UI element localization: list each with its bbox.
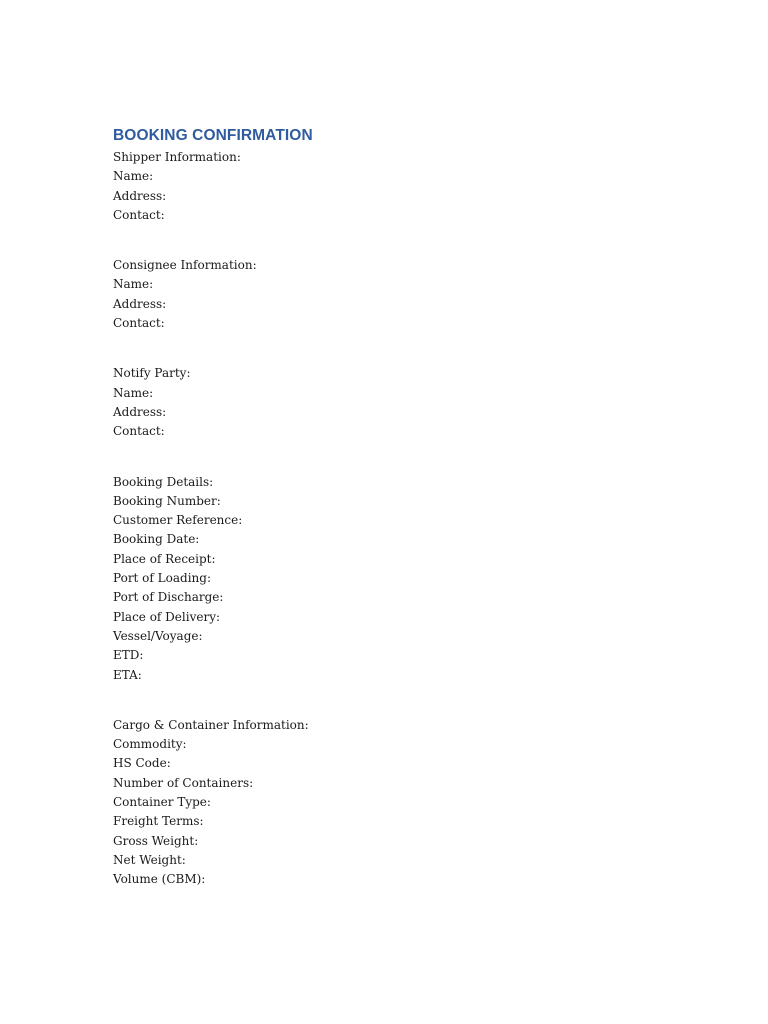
field-label-contact: Contact:	[113, 316, 165, 331]
field-label-etd: ETD:	[113, 648, 144, 663]
field-label-customer-reference: Customer Reference:	[113, 513, 243, 528]
section-heading: Notify Party:	[113, 366, 191, 381]
field-label-name: Name:	[113, 277, 154, 292]
section-cargo-container-information	[113, 716, 673, 890]
field-label-net-weight: Net Weight:	[113, 852, 186, 867]
field-label-port-of-discharge: Port of Discharge:	[113, 590, 224, 605]
field-label-hs-code: HS Code:	[113, 756, 171, 771]
section-heading: Cargo & Container Information:	[113, 717, 309, 732]
field-label-gross-weight: Gross Weight:	[113, 833, 199, 848]
field-label-address: Address:	[113, 404, 167, 419]
field-label-volume-cbm: Volume (CBM):	[113, 872, 206, 887]
section-heading: Booking Details:	[113, 474, 214, 489]
document-title: BOOKING CONFIRMATION	[113, 127, 313, 144]
section-consignee-information	[113, 256, 673, 333]
field-label-place-of-receipt: Place of Receipt:	[113, 551, 216, 566]
section-notify-party	[113, 364, 673, 441]
field-label-commodity: Commodity:	[113, 737, 187, 752]
document-page	[113, 124, 673, 890]
field-label-name: Name:	[113, 169, 154, 184]
field-label-number-of-containers: Number of Containers:	[113, 775, 254, 790]
field-label-port-of-loading: Port of Loading:	[113, 571, 211, 586]
field-label-container-type: Container Type:	[113, 795, 211, 810]
field-label-name: Name:	[113, 385, 154, 400]
field-label-booking-date: Booking Date:	[113, 532, 200, 547]
field-label-contact: Contact:	[113, 207, 165, 222]
section-heading: Shipper Information:	[113, 150, 241, 164]
section-shipper-information	[113, 148, 673, 225]
field-label-address: Address:	[113, 296, 167, 311]
field-label-booking-number: Booking Number:	[113, 493, 221, 508]
field-label-freight-terms: Freight Terms:	[113, 814, 204, 829]
field-label-address: Address:	[113, 188, 167, 203]
field-label-contact: Contact:	[113, 424, 165, 439]
section-heading: Consignee Information:	[113, 258, 257, 273]
field-label-place-of-delivery: Place of Delivery:	[113, 609, 221, 624]
section-booking-details	[113, 473, 673, 685]
field-label-eta: ETA:	[113, 667, 142, 682]
field-label-vessel-voyage: Vessel/Voyage:	[113, 628, 203, 643]
